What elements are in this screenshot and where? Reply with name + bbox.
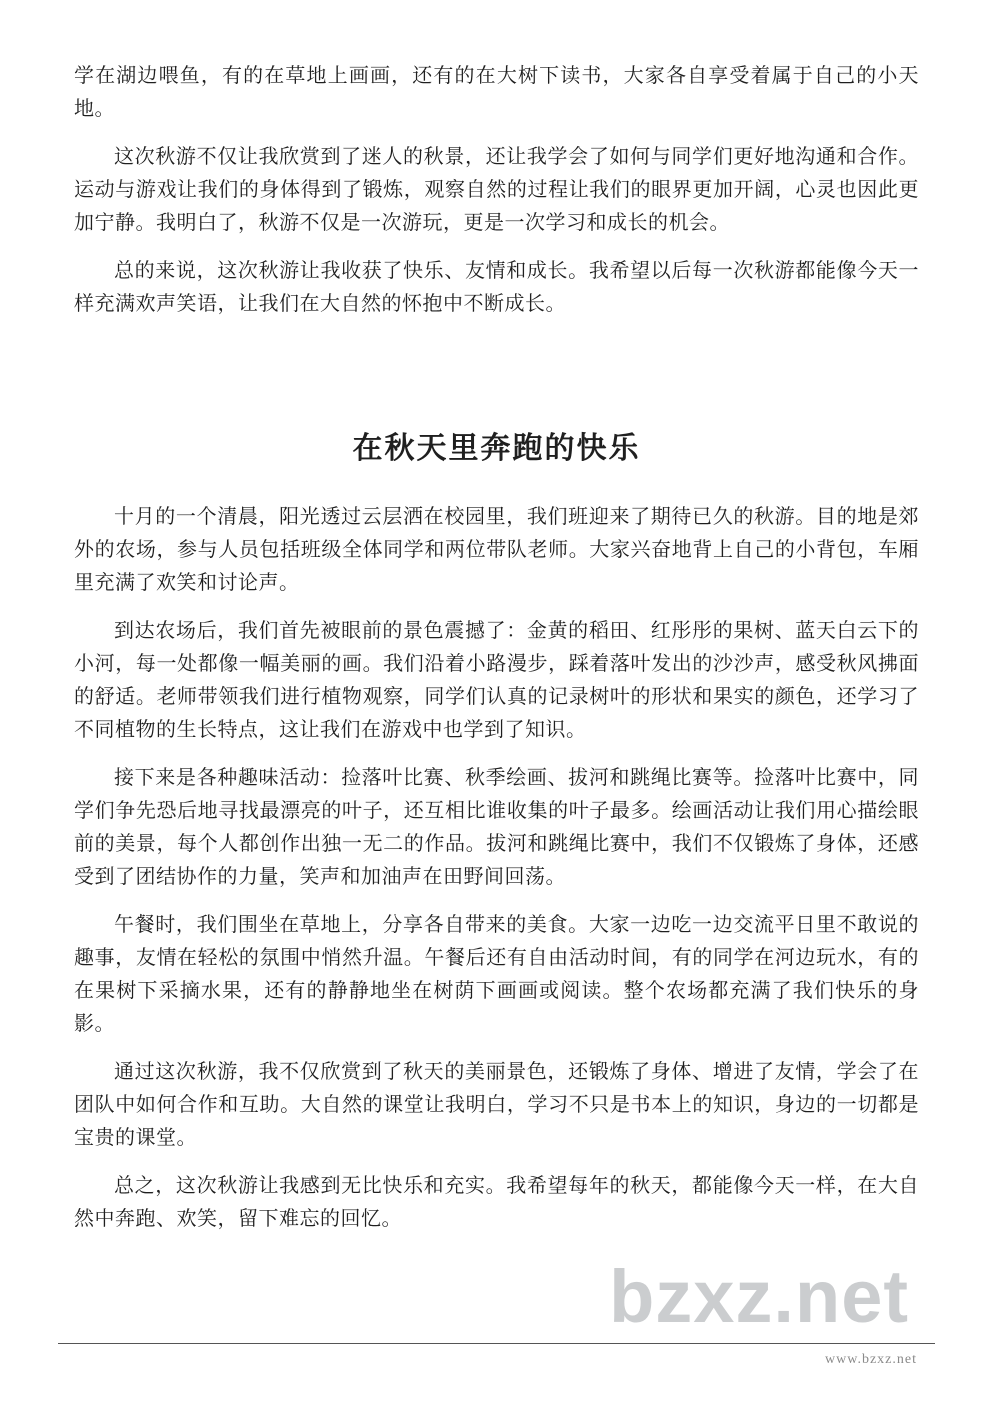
paragraph: 总之，这次秋游让我感到无比快乐和充实。我希望每年的秋天，都能像今天一样，在大自然中奔跑、欢笑，留下难忘的回忆。 [74, 1175, 919, 1230]
paragraph: 午餐时，我们围坐在草地上，分享各自带来的美食。大家一边吃一边交流平日里不敢说的趣事，友情在轻松的氛围中悄然升温。午餐后还有自由活动时间，有的同学在河边玩水，有的在果树下采摘水果，还有的静静地坐在树荫下画画或阅读。整个农场都充满了我们快乐的身影。 [74, 914, 919, 1035]
paragraph: 总的来说，这次秋游让我收获了快乐、友情和成长。我希望以后每一次秋游都能像今天一样充满欢声笑语，让我们在大自然的怀抱中不断成长。 [74, 260, 919, 315]
paragraph: 学在湖边喂鱼，有的在草地上画画，还有的在大树下读书，大家各自享受着属于自己的小天地。 [74, 65, 919, 120]
paragraph: 十月的一个清晨，阳光透过云层洒在校园里，我们班迎来了期待已久的秋游。目的地是郊外的农场，参与人员包括班级全体同学和两位带队老师。大家兴奋地背上自己的小背包，车厢里充满了欢笑和讨论声。 [74, 506, 919, 594]
site-watermark: bzxz.net [609, 1255, 909, 1338]
paragraph: 到达农场后，我们首先被眼前的景色震撼了：金黄的稻田、红彤彤的果树、蓝天白云下的小河，每一处都像一幅美丽的画。我们沿着小路漫步，踩着落叶发出的沙沙声，感受秋风拂面的舒适。老师带领我们进行植物观察，同学们认真的记录树叶的形状和果实的颜色，还学习了不同植物的生长特点，这让我们在游戏中也学到了知识。 [74, 620, 919, 741]
footer-divider [58, 1343, 935, 1344]
footer-url: www.bzxz.net [825, 1352, 917, 1367]
paragraph: 这次秋游不仅让我欣赏到了迷人的秋景，还让我学会了如何与同学们更好地沟通和合作。运动与游戏让我们的身体得到了锻炼，观察自然的过程让我们的眼界更加开阔，心灵也因此更加宁静。我明白了，秋游不仅是一次游玩，更是一次学习和成长的机会。 [74, 146, 919, 234]
essay-title: 在秋天里奔跑的快乐 [352, 432, 641, 465]
paragraph: 接下来是各种趣味活动：捡落叶比赛、秋季绘画、拔河和跳绳比赛等。捡落叶比赛中，同学们争先恐后地寻找最漂亮的叶子，还互相比谁收集的叶子最多。绘画活动让我们用心描绘眼前的美景，每个人都创作出独一无二的作品。拔河和跳绳比赛中，我们不仅锻炼了身体，还感受到了团结协作的力量，笑声和加油声在田野间回荡。 [74, 767, 919, 888]
paragraph: 通过这次秋游，我不仅欣赏到了秋天的美丽景色，还锻炼了身体、增进了友情，学会了在团队中如何合作和互助。大自然的课堂让我明白，学习不只是书本上的知识，身边的一切都是宝贵的课堂。 [74, 1061, 919, 1149]
